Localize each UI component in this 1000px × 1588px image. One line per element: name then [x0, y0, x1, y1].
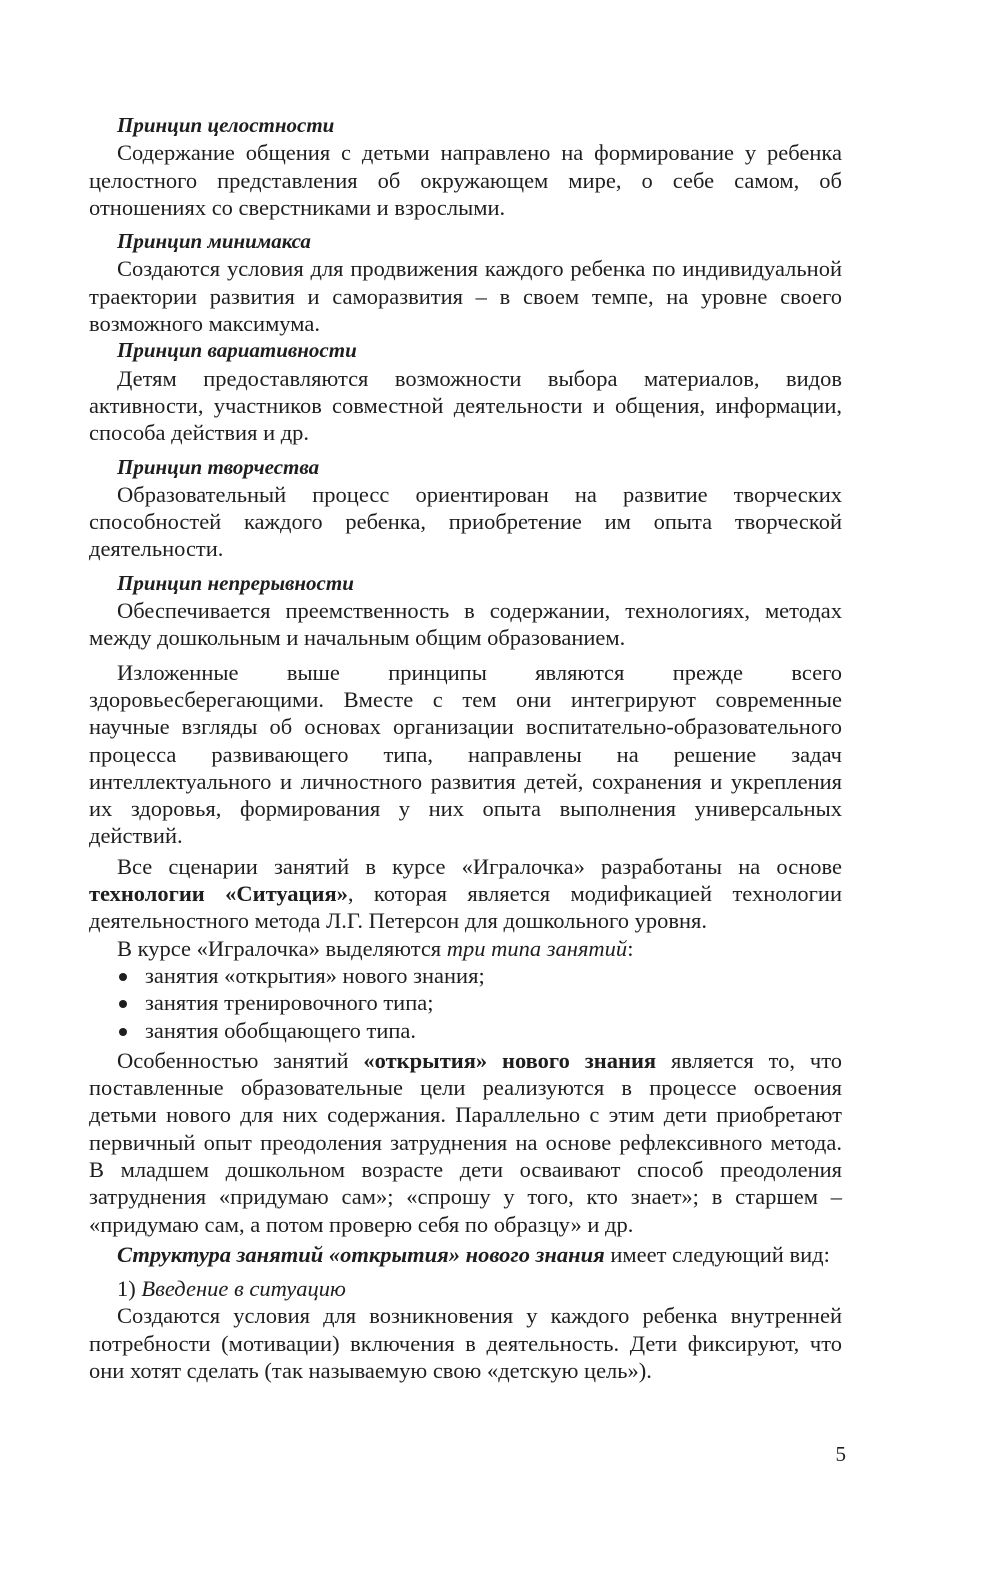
types-intro-start: В курсе «Игралочка» выделяются [117, 935, 447, 961]
principle-text: Создаются условия для продвижения каждого ребенка по индивидуальной траектории развития и саморазвития – в своем темпе, на уровне своего возможного максимума. [89, 256, 842, 337]
list-item [89, 1017, 842, 1044]
principle-title: Принцип вариативности [117, 338, 357, 363]
principle-text: Содержание общения с детьми направлено на формирование у ребенка целостного представления об окружающем мире, о себе самом, об отношениях со сверстниками и взрослыми. [89, 140, 842, 220]
feature-emphasis: «открытия» нового знания [363, 1047, 657, 1073]
scenarios-text-start: Все сценарии занятий в курсе «Игралочка» разработаны на основе [117, 853, 842, 879]
structure-emphasis: Структура занятий «открытия» нового знания [117, 1241, 605, 1267]
principle-title: Принцип непрерывности [117, 570, 354, 595]
principle-text: Обеспечивается преемственность в содержании, технологиях, методах между дошкольным и начальным общим образованием. [89, 598, 842, 651]
principle-text: Образовательный процесс ориентирован на развитие творческих способностей каждого ребенка, приобретение им опыта творческой деятельности. [89, 481, 842, 562]
feature-text-end: является то, что поставленные образовательные цели реализуются в процессе освоения детьми нового для них содержания. Параллельно с этим дети приобретают первичный опыт преодоления затруднения на основе рефлексивного метода. В младшем дошкольном возрасте дети осваивают способ преодоления затруднения «придумаю сам»; «спрошу у того, кто знает»; в старшем – «придумаю сам, а потом проверю себя по образцу» и др. [89, 1047, 842, 1237]
page-number: 5 [835, 1442, 846, 1466]
summary-paragraph: Изложенные выше принципы являются прежде всего здоровьесберегающими. Вместе с тем они интегрируют современные научные взгляды об основах организации воспитательно-образовательного процесса развивающего типа, направлены на решение задач интеллектуального и личностного развития детей, сохранения и укрепления их здоровья, формирования у них опыта выполнения универсальных действий. [89, 659, 842, 849]
principle-text: Детям предоставляются возможности выбора материалов, видов активности, участников совместной деятельности и общения, информации, способа действия и др. [89, 365, 842, 446]
principle-title: Принцип творчества [117, 454, 320, 479]
list-item-text: занятия обобщающего типа. [145, 1017, 417, 1043]
feature-text-start: Особенностью занятий [117, 1047, 364, 1073]
bullet-icon [119, 1000, 127, 1008]
structure-paragraph [89, 1241, 842, 1268]
list-item-text: занятия «открытия» нового знания; [145, 962, 485, 988]
types-intro [89, 935, 842, 962]
principle-title: Принцип минимакса [117, 229, 311, 254]
bullet-icon [119, 973, 127, 981]
step-title: Введение в ситуацию [141, 1276, 346, 1302]
list-item [89, 962, 842, 989]
feature-paragraph [89, 1047, 842, 1238]
scenarios-paragraph [89, 853, 842, 935]
types-intro-emphasis: три типа занятий [446, 935, 628, 961]
list-item [89, 989, 842, 1016]
step-number: 1) [117, 1276, 142, 1302]
structure-text: имеет следующий вид: [604, 1241, 830, 1267]
page-body [89, 112, 842, 1384]
step-heading [89, 1275, 842, 1302]
list-item-text: занятия тренировочного типа; [145, 990, 434, 1016]
principle-title: Принцип целостности [117, 113, 335, 137]
types-intro-end: : [627, 935, 634, 961]
lesson-types-list [89, 962, 842, 1044]
step-text: Создаются условия для возникновения у каждого ребенка внутренней потребности (мотивации) включения в деятельность. Дети фиксируют, что они хотят сделать (так называемую свою «детскую цель»). [89, 1303, 842, 1384]
scenarios-text-end: , которая является модификацией технологии деятельностного метода Л.Г. Петерсон для дошкольного уровня. [89, 881, 842, 934]
technology-name: технологии «Ситуация» [89, 881, 348, 907]
bullet-icon [119, 1028, 127, 1036]
